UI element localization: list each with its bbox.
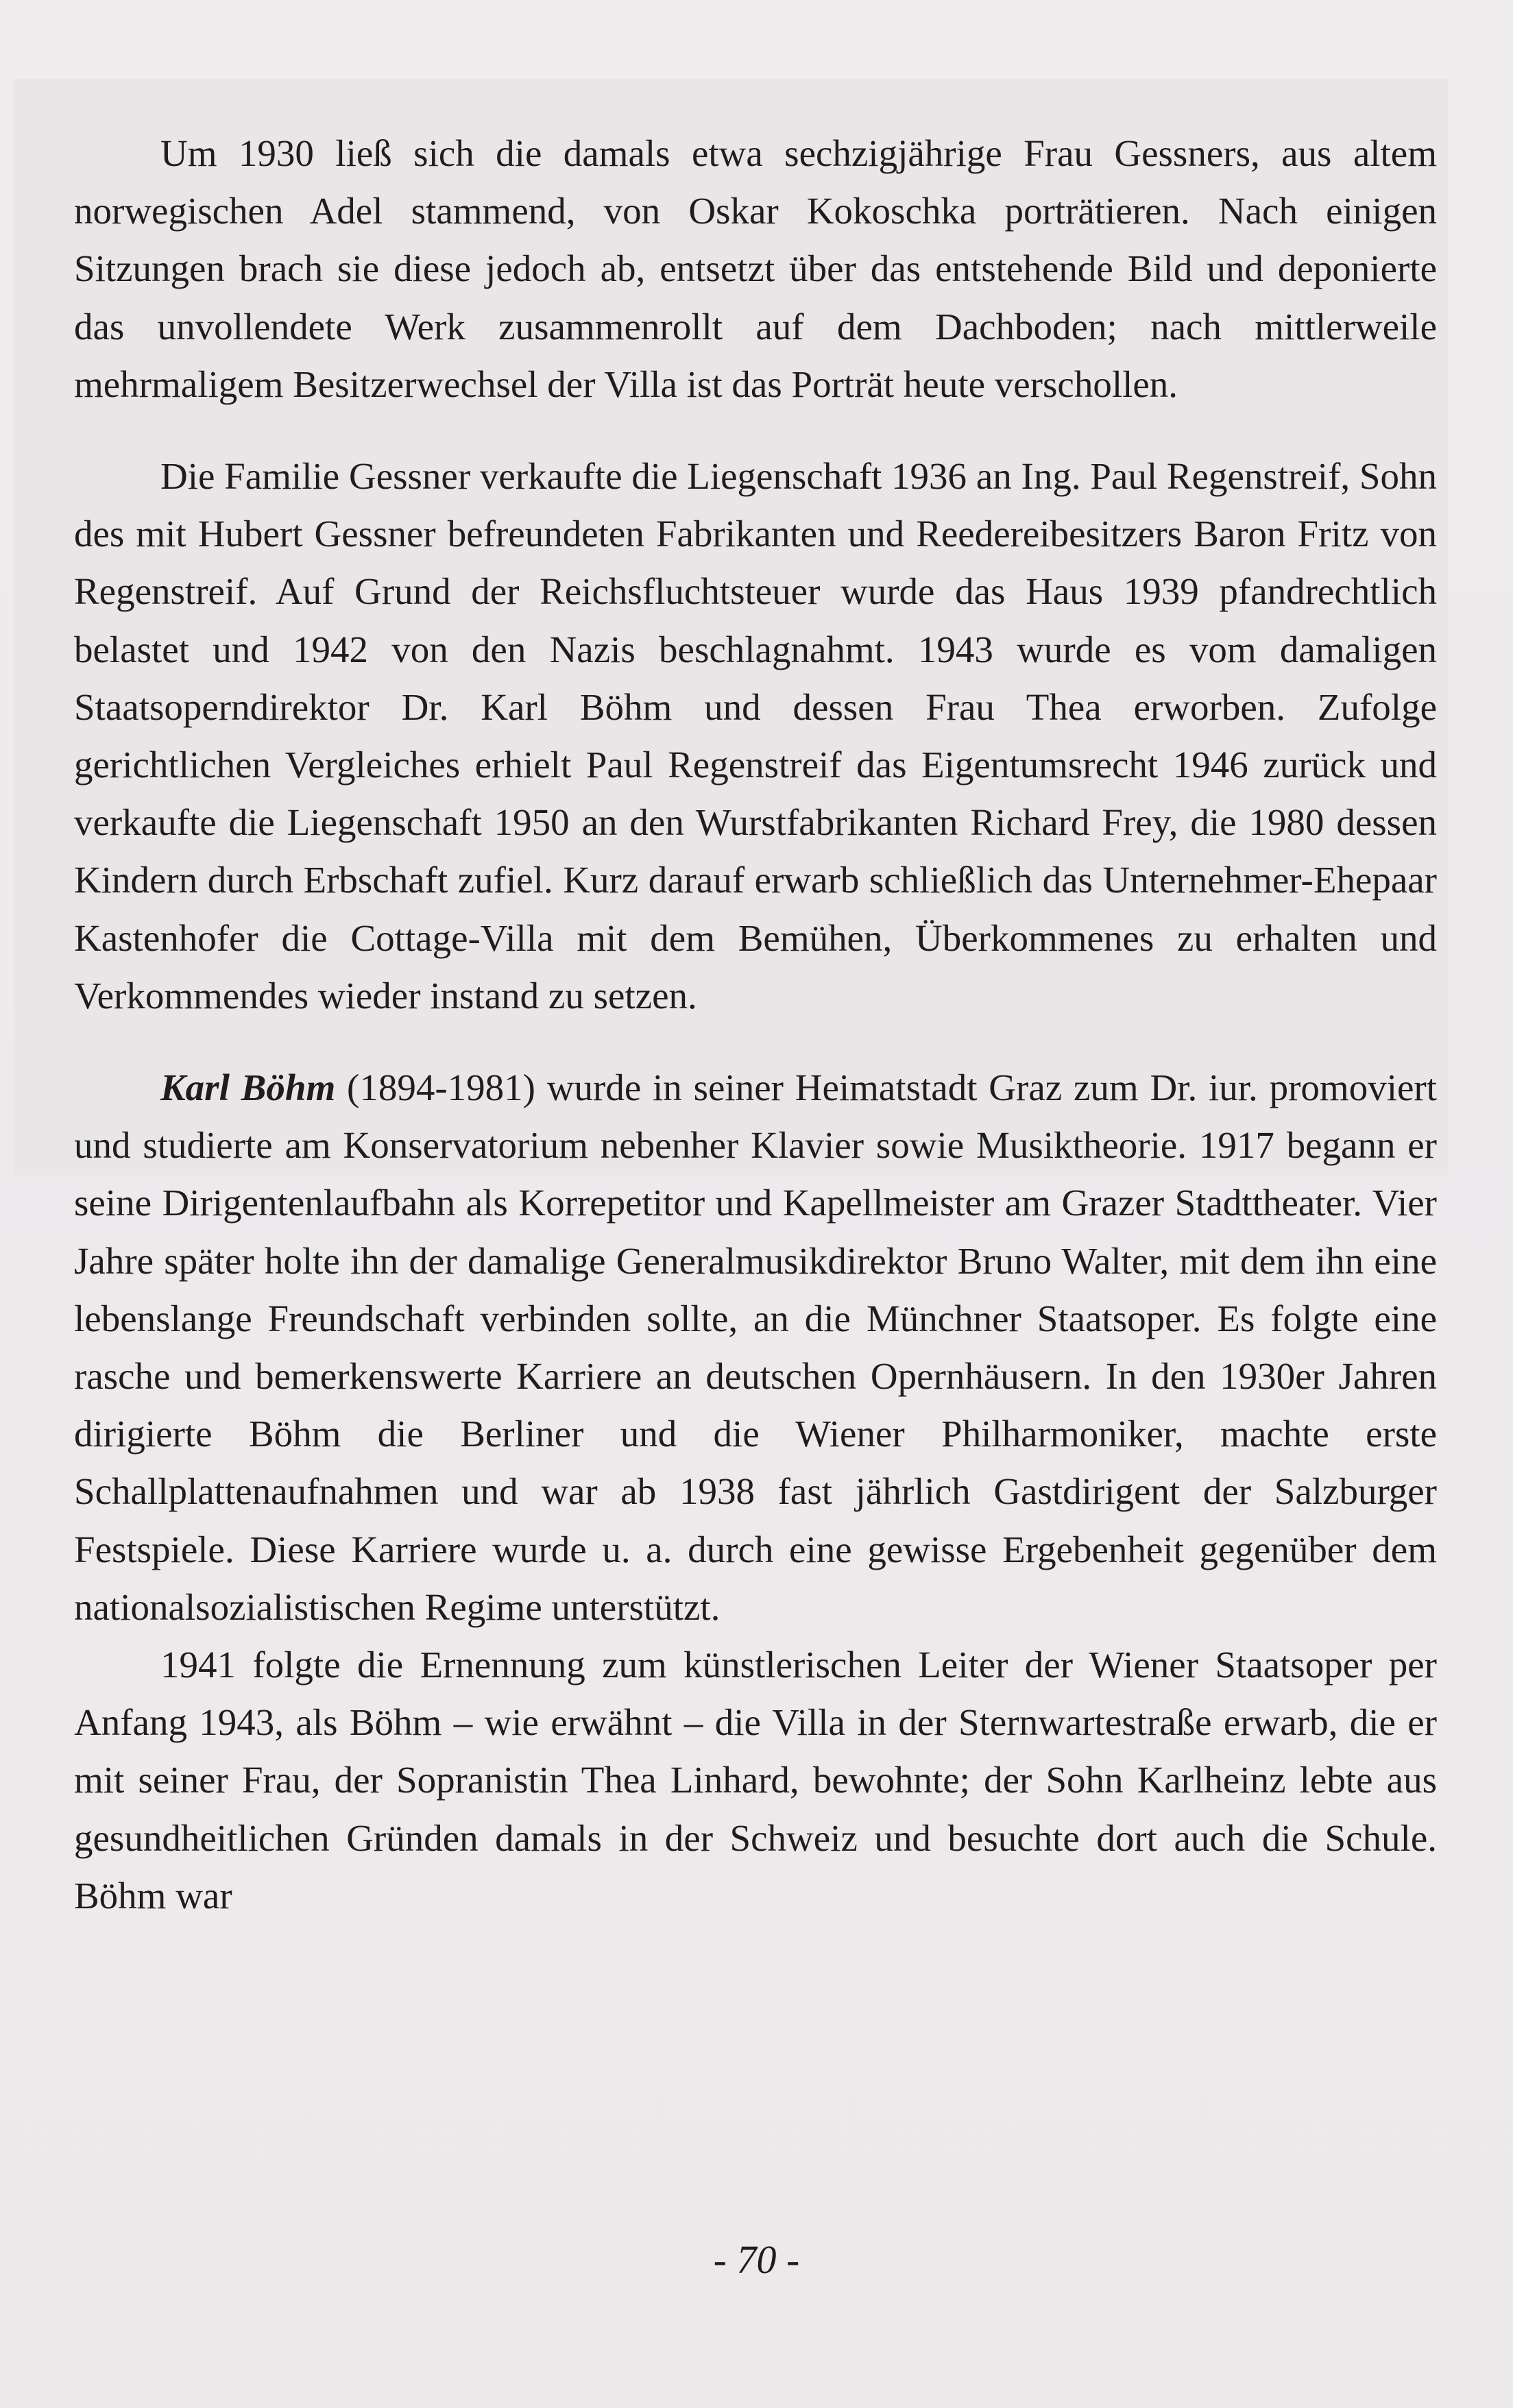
paragraph-karl-boehm-text: (1894-1981) wurde in seiner Heimatstadt Graz zum Dr. iur. promoviert und studierte am Konservatorium nebenher Klavier sowie Musiktheorie. 1917 begann er seine Dirigentenlaufbahn als Korrepetitor und Kapellmeister am Grazer Stadttheater. Vier Jahre später holte ihn der damalige Generalmusikdirektor Bruno Walter, mit dem ihn eine lebenslange Freundschaft verbinden sollte, an die Münchner Staatsoper. Es folgte eine rasche und bemerkenswerte Karriere an deutschen Opernhäusern. In den 1930er Jahren dirigierte Böhm die Berliner und die Wiener Philharmoniker, machte erste Schallplattenaufnahmen und war ab 1938 fast jährlich Gastdirigent der Salzburger Festspiele. Diese Karriere wurde u. a. durch eine gewisse Ergebenheit gegenüber dem nationalsozialistischen Regime unterstützt. [74,1067,1437,1628]
page-number: - 70 - [713,2237,800,2282]
paragraph-kokoschka-portrait: Um 1930 ließ sich die damals etwa sechzigjährige Frau Gessners, aus altem norwegischen Adel stammend, von Oskar Kokoschka porträtieren. Nach einigen Sitzungen brach sie diese jedoch ab, entsetzt über das entstehende Bild und deponierte das unvollendete Werk zusammenrollt auf dem Dachboden; nach mittlerweile mehrmaligem Besitzerwechsel der Villa ist das Porträt heute verschollen. [74,132,1437,405]
paragraph-property-history: Die Familie Gessner verkaufte die Liegenschaft 1936 an Ing. Paul Regenstreif, Sohn des mit Hubert Gessner befreundeten Fabrikanten und Reedereibesitzers Baron Fritz von Regenstreif. Auf Grund der Reichsfluchtsteuer wurde das Haus 1939 pfandrechtlich belastet und 1942 von den Nazis beschlagnahmt. 1943 wurde es vom damaligen Staatsoperndirektor Dr. Karl Böhm und dessen Frau Thea erworben. Zufolge gerichtlichen Vergleiches erhielt Paul Regenstreif das Eigentumsrecht 1946 zurück und verkaufte die Liegenschaft 1950 an den Wurstfabrikanten Richard Frey, die 1980 dessen Kindern durch Erbschaft zufiel. Kurz darauf erwarb schließlich das Unternehmer-Ehepaar Kastenhofer die Cottage-Villa mit dem Bemühen, Überkommenes zu erhalten und Verkommendes wieder instand zu setzen. [74,455,1437,1017]
paragraph-karl-boehm-bio [74,1059,1437,1636]
paragraph-staatsoper-appointment: 1941 folgte die Ernennung zum künstlerischen Leiter der Wiener Staatsoper per Anfang 1943, als Böhm – wie erwähnt – die Villa in der Sternwartestraße erwarb, die er mit seiner Frau, der Sopranistin Thea Linhard, bewohnte; der Sohn Karlheinz lebte aus gesundheitlichen Gründen damals in der Schweiz und besuchte dort auch die Schule. Böhm war [74,1644,1437,1917]
person-name-karl-boehm: Karl Böhm [160,1067,336,1109]
body-text [74,125,1437,1925]
